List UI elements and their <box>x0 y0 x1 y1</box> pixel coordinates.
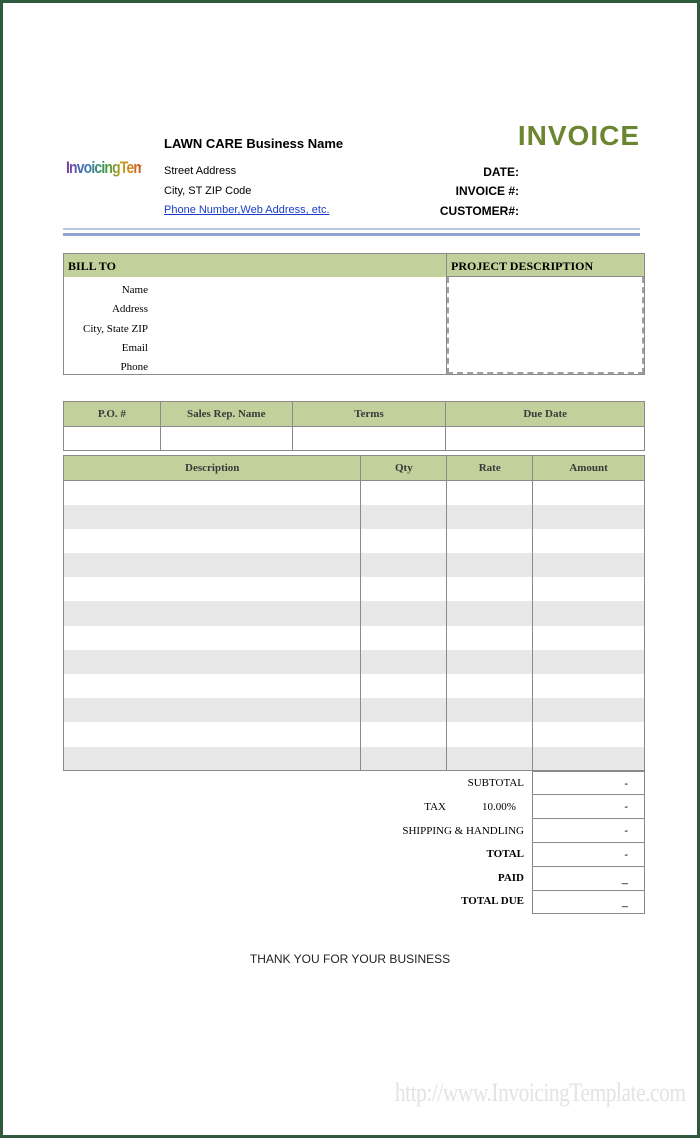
sales-rep-cell[interactable] <box>160 427 292 451</box>
amount-cell[interactable] <box>533 577 645 601</box>
bill-to-address-label: Address <box>111 303 148 315</box>
rate-cell[interactable] <box>447 529 533 553</box>
amount-cell[interactable] <box>533 722 645 746</box>
paid-value: _ <box>621 873 628 885</box>
rate-cell[interactable] <box>447 577 533 601</box>
description-cell[interactable] <box>64 553 361 577</box>
table-row <box>64 553 645 577</box>
table-row <box>64 601 645 625</box>
total-due-value: _ <box>621 896 628 908</box>
tax-label: TAX <box>424 801 446 813</box>
total-label: TOTAL <box>486 848 524 860</box>
description-header: Description <box>64 456 361 481</box>
due-date-cell[interactable] <box>446 427 645 451</box>
shipping-value: - <box>624 825 628 837</box>
bill-to-heading: BILL TO <box>68 259 116 273</box>
amount-header: Amount <box>533 456 645 481</box>
business-street: Street Address <box>164 165 237 177</box>
total-due-label: TOTAL DUE <box>461 895 524 907</box>
rate-cell[interactable] <box>447 601 533 625</box>
project-description-heading: PROJECT DESCRIPTION <box>451 259 594 273</box>
amount-cell[interactable] <box>533 601 645 625</box>
table-row <box>64 650 645 674</box>
amount-cell[interactable] <box>533 505 645 529</box>
amount-cell[interactable] <box>533 481 645 505</box>
description-cell[interactable] <box>64 529 361 553</box>
amount-cell[interactable] <box>533 529 645 553</box>
amount-cell[interactable] <box>533 698 645 722</box>
paid-field[interactable] <box>532 867 645 891</box>
table-row <box>64 481 645 505</box>
tax-rate: 10.00% <box>482 801 516 813</box>
company-logo: InvoicingTemplates <box>66 158 141 192</box>
business-city: City, ST ZIP Code <box>164 185 252 197</box>
line-items-table <box>63 455 645 771</box>
sales-rep-header: Sales Rep. Name <box>160 402 292 427</box>
table-row <box>64 505 645 529</box>
customer-number-label: CUSTOMER#: <box>439 204 519 218</box>
rate-cell[interactable] <box>447 626 533 650</box>
description-cell[interactable] <box>64 650 361 674</box>
description-cell[interactable] <box>64 747 361 771</box>
table-row <box>64 722 645 746</box>
bill-to-city-label: City, State ZIP <box>83 323 148 335</box>
header-divider-thick <box>63 233 640 236</box>
po-number-cell[interactable] <box>64 427 161 451</box>
bill-to-header <box>64 254 447 277</box>
description-cell[interactable] <box>64 698 361 722</box>
rate-cell[interactable] <box>447 481 533 505</box>
amount-cell[interactable] <box>533 674 645 698</box>
table-row <box>64 529 645 553</box>
qty-cell[interactable] <box>361 505 447 529</box>
qty-cell[interactable] <box>361 674 447 698</box>
description-cell[interactable] <box>64 722 361 746</box>
due-date-header: Due Date <box>446 402 645 427</box>
rate-cell[interactable] <box>447 722 533 746</box>
description-cell[interactable] <box>64 505 361 529</box>
bill-to-email-label: Email <box>121 342 148 354</box>
amount-cell[interactable] <box>533 553 645 577</box>
amount-cell[interactable] <box>533 747 645 771</box>
table-row <box>64 626 645 650</box>
invoice-number-label: INVOICE #: <box>455 184 519 198</box>
bill-to-name-label: Name <box>121 284 148 296</box>
bill-to-phone-label: Phone <box>120 361 148 373</box>
subtotal-label: SUBTOTAL <box>467 777 524 789</box>
table-row <box>64 674 645 698</box>
rate-cell[interactable] <box>447 747 533 771</box>
po-number-header: P.O. # <box>64 402 161 427</box>
watermark: http://www.InvoicingTemplate.com <box>395 1078 686 1107</box>
description-cell[interactable] <box>64 481 361 505</box>
terms-header: Terms <box>292 402 446 427</box>
subtotal-value: - <box>624 778 628 790</box>
description-cell[interactable] <box>64 577 361 601</box>
description-cell[interactable] <box>64 601 361 625</box>
rate-cell[interactable] <box>447 650 533 674</box>
project-description-field[interactable] <box>447 277 644 374</box>
terms-cell[interactable] <box>292 427 446 451</box>
tax-value: - <box>624 801 628 813</box>
shipping-field[interactable] <box>532 819 645 843</box>
table-row <box>64 577 645 601</box>
qty-cell[interactable] <box>361 481 447 505</box>
business-name: LAWN CARE Business Name <box>164 136 344 151</box>
order-info-table <box>63 401 645 451</box>
qty-cell[interactable] <box>361 626 447 650</box>
tax-field[interactable] <box>532 795 645 819</box>
qty-cell[interactable] <box>361 650 447 674</box>
description-cell[interactable] <box>64 626 361 650</box>
rate-cell[interactable] <box>447 505 533 529</box>
table-row <box>64 747 645 771</box>
qty-cell[interactable] <box>361 698 447 722</box>
subtotal-field[interactable] <box>532 771 645 795</box>
rate-cell[interactable] <box>447 698 533 722</box>
shipping-label: SHIPPING & HANDLING <box>402 825 524 837</box>
amount-cell[interactable] <box>533 626 645 650</box>
header-divider <box>63 228 640 230</box>
qty-cell[interactable] <box>361 529 447 553</box>
rate-cell[interactable] <box>447 553 533 577</box>
qty-header: Qty <box>361 456 447 481</box>
qty-cell[interactable] <box>361 601 447 625</box>
bill-to-section <box>63 253 645 375</box>
total-due-field[interactable] <box>532 890 645 914</box>
date-label: DATE: <box>483 165 519 179</box>
invoice-title: INVOICE <box>517 120 640 151</box>
project-description-header <box>447 254 644 277</box>
qty-cell[interactable] <box>361 722 447 746</box>
rate-cell[interactable] <box>447 674 533 698</box>
qty-cell[interactable] <box>361 577 447 601</box>
thank-you-message: THANK YOU FOR YOUR BUSINESS <box>249 952 451 966</box>
table-row <box>64 698 645 722</box>
total-value: - <box>624 849 628 861</box>
qty-cell[interactable] <box>361 553 447 577</box>
amount-cell[interactable] <box>533 650 645 674</box>
business-contact-link[interactable]: Phone Number,Web Address, etc. <box>164 204 330 216</box>
qty-cell[interactable] <box>361 747 447 771</box>
description-cell[interactable] <box>64 674 361 698</box>
rate-header: Rate <box>447 456 533 481</box>
total-field[interactable] <box>532 843 645 867</box>
paid-label: PAID <box>497 872 524 884</box>
